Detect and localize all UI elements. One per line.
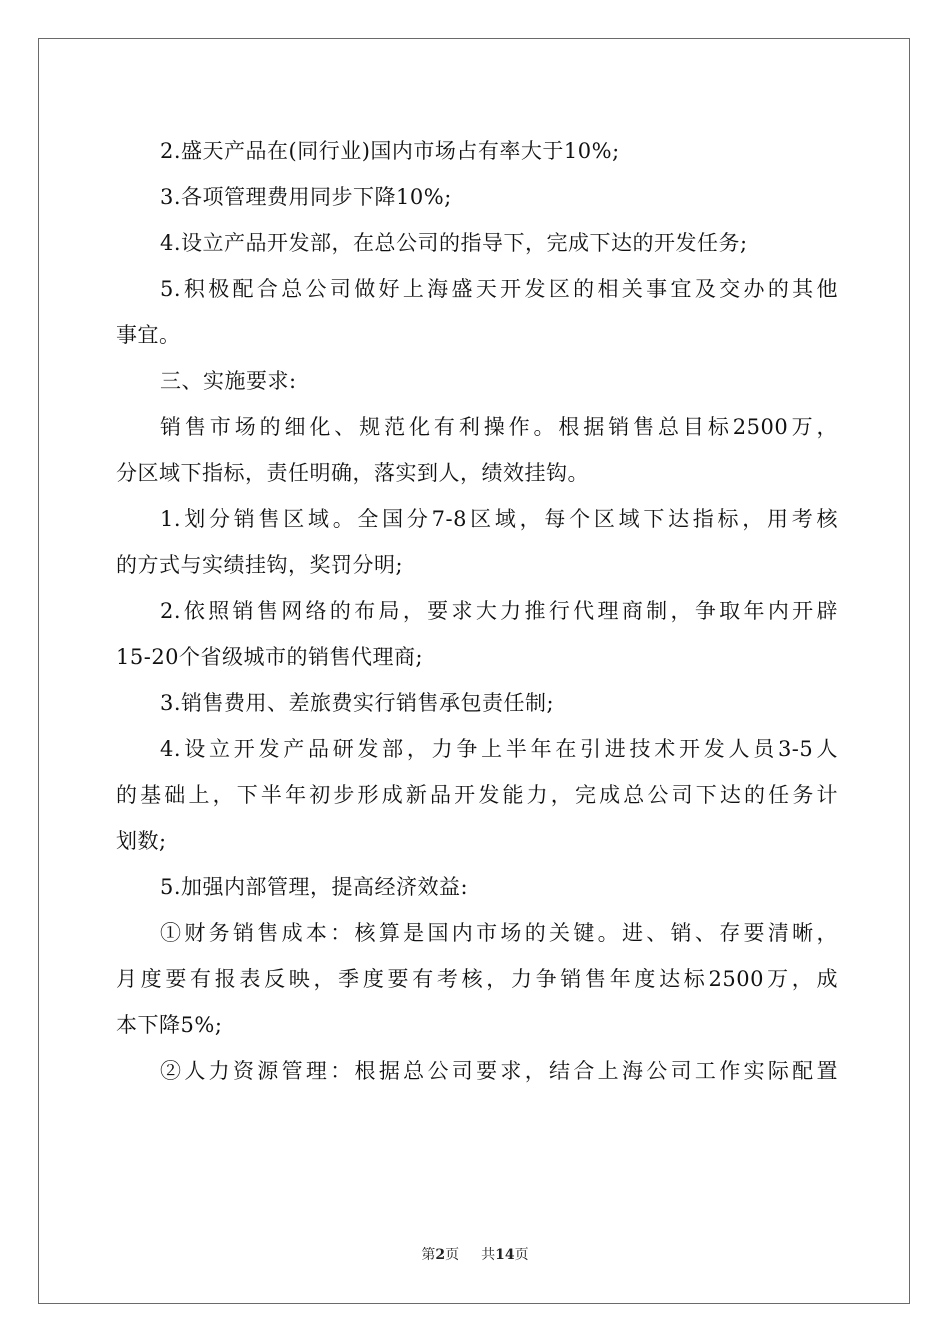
- paragraph-line: 2.盛天产品在(同行业)国内市场占有率大于10%;: [160, 139, 620, 163]
- section-heading: 三、实施要求:: [160, 369, 297, 393]
- paragraph-line: 2.依照销售网络的布局，要求大力推行代理商制，争取年内开辟: [160, 599, 838, 623]
- paragraph-line: 15-20个省级城市的销售代理商;: [116, 645, 424, 669]
- paragraph-line: 5.加强内部管理，提高经济效益:: [160, 875, 469, 899]
- page-unit: 页: [445, 1247, 460, 1263]
- total-unit: 页: [514, 1247, 529, 1263]
- paragraph-line: 4.设立产品开发部，在总公司的指导下，完成下达的开发任务;: [160, 231, 748, 255]
- paragraph-line: 5.积极配合总公司做好上海盛天开发区的相关事宜及交办的其他: [160, 277, 838, 301]
- paragraph-line: 分区域下指标，责任明确，落实到人，绩效挂钩。: [116, 461, 589, 485]
- page-footer: [0, 1244, 950, 1264]
- paragraph-line: 销售市场的细化、规范化有利操作。根据销售总目标2500万，: [160, 415, 838, 439]
- paragraph-line: 4.设立开发产品研发部，力争上半年在引进技术开发人员3-5人: [160, 737, 838, 761]
- paragraph-line: 的方式与实绩挂钩，奖罚分明;: [116, 553, 404, 577]
- total-page-number: 14: [495, 1247, 515, 1263]
- document-body: [116, 128, 838, 1094]
- paragraph-line: 月度要有报表反映，季度要有考核，力争销售年度达标2500万，成: [116, 967, 838, 991]
- paragraph-line: 3.各项管理费用同步下降10%;: [160, 185, 452, 209]
- paragraph-line: 本下降5%;: [116, 1013, 223, 1037]
- total-prefix: 共: [481, 1247, 496, 1263]
- current-page-number: 2: [435, 1247, 446, 1263]
- paragraph-line: 3.销售费用、差旅费实行销售承包责任制;: [160, 691, 555, 715]
- paragraph-line: ①财务销售成本：核算是国内市场的关键。进、销、存要清晰，: [160, 921, 838, 945]
- paragraph-line: 事宜。: [116, 323, 181, 347]
- paragraph-line: 的基础上，下半年初步形成新品开发能力，完成总公司下达的任务计: [116, 783, 838, 807]
- paragraph-line: 划数;: [116, 829, 167, 853]
- paragraph-line: ②人力资源管理：根据总公司要求，结合上海公司工作实际配置: [160, 1059, 838, 1083]
- page-prefix: 第: [421, 1247, 436, 1263]
- paragraph-line: 1.划分销售区域。全国分7-8区域，每个区域下达指标，用考核: [160, 507, 838, 531]
